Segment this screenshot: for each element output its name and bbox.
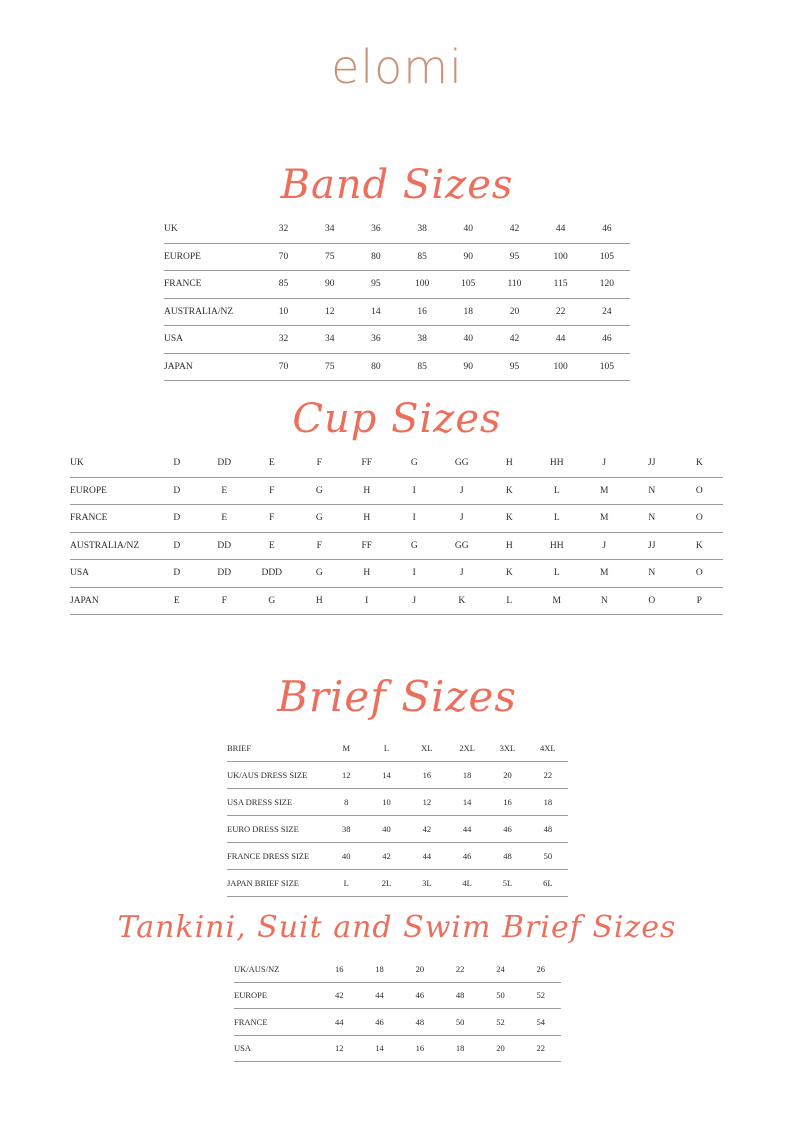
size-cell: E	[153, 587, 201, 615]
size-cell: 20	[487, 762, 527, 789]
size-cell: 70	[260, 353, 306, 381]
size-cell: K	[676, 532, 724, 560]
size-cell: 14	[366, 762, 406, 789]
size-cell: D	[153, 477, 201, 505]
size-cell: 52	[521, 982, 561, 1009]
size-cell: L	[486, 587, 534, 615]
table-row	[227, 789, 568, 816]
size-cell: DD	[201, 450, 249, 477]
size-cell: FF	[343, 450, 391, 477]
size-cell: K	[676, 450, 724, 477]
size-cell: E	[201, 505, 249, 533]
size-cell: 100	[399, 271, 445, 299]
size-cell: 12	[326, 762, 366, 789]
size-cell: L	[326, 870, 366, 897]
size-cell: I	[391, 505, 439, 533]
table-row	[164, 298, 630, 326]
size-cell: J	[391, 587, 439, 615]
size-cell: G	[248, 587, 296, 615]
row-label: BRIEF	[227, 735, 326, 762]
size-cell: 90	[445, 353, 491, 381]
size-cell: 20	[400, 956, 440, 982]
row-label: UK/AUS/NZ	[234, 956, 319, 982]
size-cell: 12	[319, 1035, 359, 1062]
size-cell: 18	[440, 1035, 480, 1062]
size-cell: E	[201, 477, 249, 505]
size-cell: 16	[400, 1035, 440, 1062]
row-label: USA	[70, 560, 153, 588]
band-sizes-title: Band Sizes	[280, 162, 514, 208]
row-label: EUROPE	[70, 477, 153, 505]
size-cell: 105	[584, 353, 630, 381]
size-cell: J	[581, 450, 629, 477]
size-cell: GG	[438, 532, 486, 560]
size-cell: O	[676, 477, 724, 505]
size-cell: F	[296, 450, 344, 477]
size-cell: 12	[307, 298, 353, 326]
brief-sizes-body	[227, 735, 568, 897]
size-cell: 100	[538, 353, 584, 381]
size-cell: H	[296, 587, 344, 615]
size-cell: 44	[407, 843, 447, 870]
size-cell: 26	[521, 956, 561, 982]
size-cell: O	[676, 505, 724, 533]
size-cell: 54	[521, 1009, 561, 1036]
size-cell: 38	[399, 216, 445, 243]
size-cell: 40	[326, 843, 366, 870]
brand-logo: elomi	[331, 40, 463, 94]
size-cell: G	[296, 560, 344, 588]
size-cell: DDD	[248, 560, 296, 588]
table-row	[234, 1035, 561, 1062]
size-cell: 52	[480, 1009, 520, 1036]
size-cell: J	[581, 532, 629, 560]
size-cell: HH	[533, 450, 581, 477]
size-cell: F	[296, 532, 344, 560]
table-row	[227, 816, 568, 843]
size-cell: 40	[445, 216, 491, 243]
size-cell: 75	[307, 243, 353, 271]
size-cell: N	[581, 587, 629, 615]
row-label: EURO DRESS SIZE	[227, 816, 326, 843]
size-cell: O	[628, 587, 676, 615]
size-cell: D	[153, 560, 201, 588]
row-label: FRANCE	[70, 505, 153, 533]
table-row	[227, 735, 568, 762]
size-cell: 90	[307, 271, 353, 299]
band-sizes-table	[164, 216, 630, 381]
size-cell: 70	[260, 243, 306, 271]
size-cell: 36	[353, 326, 399, 354]
table-row	[70, 450, 723, 477]
size-cell: L	[533, 505, 581, 533]
size-cell: 85	[399, 353, 445, 381]
size-cell: 46	[359, 1009, 399, 1036]
size-cell: 40	[366, 816, 406, 843]
size-cell: F	[248, 505, 296, 533]
size-cell: N	[628, 477, 676, 505]
size-cell: 95	[491, 243, 537, 271]
size-cell: 18	[445, 298, 491, 326]
table-row	[164, 353, 630, 381]
size-cell: 44	[359, 982, 399, 1009]
brief-sizes-title: Brief Sizes	[277, 672, 517, 721]
swim-sizes-table	[234, 956, 561, 1062]
size-cell: 2L	[366, 870, 406, 897]
table-row	[70, 477, 723, 505]
size-cell: 75	[307, 353, 353, 381]
size-cell: 22	[440, 956, 480, 982]
brief-sizes-table	[227, 735, 568, 897]
size-cell: 42	[366, 843, 406, 870]
size-cell: 14	[353, 298, 399, 326]
row-label: EUROPE	[164, 243, 260, 271]
size-cell: K	[486, 505, 534, 533]
size-cell: 3L	[407, 870, 447, 897]
size-cell: 48	[487, 843, 527, 870]
cup-sizes-title: Cup Sizes	[292, 396, 502, 442]
size-cell: 14	[447, 789, 487, 816]
size-cell: 5L	[487, 870, 527, 897]
size-cell: 2XL	[447, 735, 487, 762]
size-cell: 80	[353, 353, 399, 381]
size-cell: J	[438, 477, 486, 505]
table-row	[70, 532, 723, 560]
row-label: JAPAN BRIEF SIZE	[227, 870, 326, 897]
cup-sizes-body	[70, 450, 723, 615]
row-label: UK/AUS DRESS SIZE	[227, 762, 326, 789]
size-cell: D	[153, 450, 201, 477]
size-cell: 90	[445, 243, 491, 271]
size-cell: E	[248, 532, 296, 560]
size-cell: 46	[487, 816, 527, 843]
size-cell: XL	[407, 735, 447, 762]
size-cell: 24	[584, 298, 630, 326]
size-cell: 120	[584, 271, 630, 299]
size-cell: K	[486, 477, 534, 505]
size-cell: 44	[538, 216, 584, 243]
size-cell: 12	[407, 789, 447, 816]
table-row	[70, 587, 723, 615]
size-cell: 16	[487, 789, 527, 816]
swim-sizes-body	[234, 956, 561, 1062]
size-cell: L	[366, 735, 406, 762]
size-cell: 48	[528, 816, 568, 843]
size-cell: M	[581, 560, 629, 588]
size-cell: E	[248, 450, 296, 477]
size-cell: 95	[491, 353, 537, 381]
row-label: AUSTRALIA/NZ	[164, 298, 260, 326]
size-cell: 18	[447, 762, 487, 789]
row-label: FRANCE	[164, 271, 260, 299]
size-cell: 6L	[528, 870, 568, 897]
band-sizes-body	[164, 216, 630, 381]
size-cell: 46	[584, 326, 630, 354]
table-row	[234, 1009, 561, 1036]
size-cell: M	[326, 735, 366, 762]
size-cell: FF	[343, 532, 391, 560]
size-cell: 16	[407, 762, 447, 789]
size-cell: H	[486, 450, 534, 477]
table-row	[234, 982, 561, 1009]
size-cell: 20	[480, 1035, 520, 1062]
row-label: USA	[164, 326, 260, 354]
size-cell: 22	[521, 1035, 561, 1062]
size-cell: DD	[201, 532, 249, 560]
size-cell: I	[391, 477, 439, 505]
size-cell: 42	[491, 216, 537, 243]
size-cell: 44	[538, 326, 584, 354]
size-cell: M	[581, 505, 629, 533]
table-row	[227, 762, 568, 789]
size-cell: 3XL	[487, 735, 527, 762]
cup-sizes-table	[70, 450, 723, 615]
size-cell: 4L	[447, 870, 487, 897]
table-row	[70, 560, 723, 588]
table-row	[234, 956, 561, 982]
size-cell: G	[296, 505, 344, 533]
size-cell: P	[676, 587, 724, 615]
size-cell: 42	[407, 816, 447, 843]
size-cell: D	[153, 505, 201, 533]
table-row	[227, 870, 568, 897]
size-cell: 46	[400, 982, 440, 1009]
size-cell: H	[343, 560, 391, 588]
row-label: USA	[234, 1035, 319, 1062]
size-cell: 24	[480, 956, 520, 982]
size-cell: 18	[359, 956, 399, 982]
table-row	[164, 326, 630, 354]
swim-sizes-title: Tankini, Suit and Swim Brief Sizes	[117, 910, 677, 945]
size-cell: 42	[319, 982, 359, 1009]
size-cell: I	[391, 560, 439, 588]
size-cell: 8	[326, 789, 366, 816]
size-cell: DD	[201, 560, 249, 588]
size-cell: F	[201, 587, 249, 615]
size-cell: 105	[584, 243, 630, 271]
size-cell: 14	[359, 1035, 399, 1062]
size-cell: L	[533, 477, 581, 505]
size-cell: 48	[400, 1009, 440, 1036]
size-cell: 38	[326, 816, 366, 843]
table-row	[227, 843, 568, 870]
size-cell: JJ	[628, 532, 676, 560]
row-label: UK	[164, 216, 260, 243]
size-cell: N	[628, 560, 676, 588]
size-cell: H	[486, 532, 534, 560]
size-cell: 38	[399, 326, 445, 354]
size-cell: O	[676, 560, 724, 588]
size-cell: D	[153, 532, 201, 560]
size-cell: G	[296, 477, 344, 505]
row-label: UK	[70, 450, 153, 477]
size-cell: F	[248, 477, 296, 505]
size-cell: 44	[319, 1009, 359, 1036]
row-label: USA DRESS SIZE	[227, 789, 326, 816]
size-cell: K	[486, 560, 534, 588]
size-cell: 46	[447, 843, 487, 870]
size-cell: HH	[533, 532, 581, 560]
size-cell: 115	[538, 271, 584, 299]
size-cell: 22	[538, 298, 584, 326]
size-cell: 18	[528, 789, 568, 816]
size-cell: M	[533, 587, 581, 615]
size-cell: J	[438, 560, 486, 588]
size-cell: 22	[528, 762, 568, 789]
size-cell: K	[438, 587, 486, 615]
size-cell: GG	[438, 450, 486, 477]
size-cell: 50	[440, 1009, 480, 1036]
size-cell: 42	[491, 326, 537, 354]
size-cell: 100	[538, 243, 584, 271]
row-label: JAPAN	[164, 353, 260, 381]
row-label: JAPAN	[70, 587, 153, 615]
row-label: FRANCE	[234, 1009, 319, 1036]
size-cell: 105	[445, 271, 491, 299]
size-cell: 32	[260, 216, 306, 243]
size-cell: 85	[399, 243, 445, 271]
size-cell: 10	[260, 298, 306, 326]
size-cell: 44	[447, 816, 487, 843]
table-row	[164, 271, 630, 299]
size-cell: 48	[440, 982, 480, 1009]
size-cell: H	[343, 477, 391, 505]
size-cell: 40	[445, 326, 491, 354]
size-cell: 36	[353, 216, 399, 243]
size-cell: L	[533, 560, 581, 588]
size-cell: 10	[366, 789, 406, 816]
size-cell: J	[438, 505, 486, 533]
size-cell: 4XL	[528, 735, 568, 762]
size-cell: 34	[307, 216, 353, 243]
size-cell: 80	[353, 243, 399, 271]
table-row	[164, 243, 630, 271]
size-cell: G	[391, 450, 439, 477]
size-cell: 46	[584, 216, 630, 243]
size-cell: I	[343, 587, 391, 615]
table-row	[70, 505, 723, 533]
size-cell: 34	[307, 326, 353, 354]
size-cell: H	[343, 505, 391, 533]
row-label: AUSTRALIA/NZ	[70, 532, 153, 560]
row-label: EUROPE	[234, 982, 319, 1009]
size-cell: JJ	[628, 450, 676, 477]
row-label: FRANCE DRESS SIZE	[227, 843, 326, 870]
size-cell: 85	[260, 271, 306, 299]
size-cell: 50	[528, 843, 568, 870]
size-cell: N	[628, 505, 676, 533]
size-cell: 95	[353, 271, 399, 299]
size-cell: 32	[260, 326, 306, 354]
size-cell: 20	[491, 298, 537, 326]
size-cell: 110	[491, 271, 537, 299]
size-cell: M	[581, 477, 629, 505]
size-cell: G	[391, 532, 439, 560]
size-cell: 50	[480, 982, 520, 1009]
size-cell: 16	[319, 956, 359, 982]
size-cell: 16	[399, 298, 445, 326]
table-row	[164, 216, 630, 243]
